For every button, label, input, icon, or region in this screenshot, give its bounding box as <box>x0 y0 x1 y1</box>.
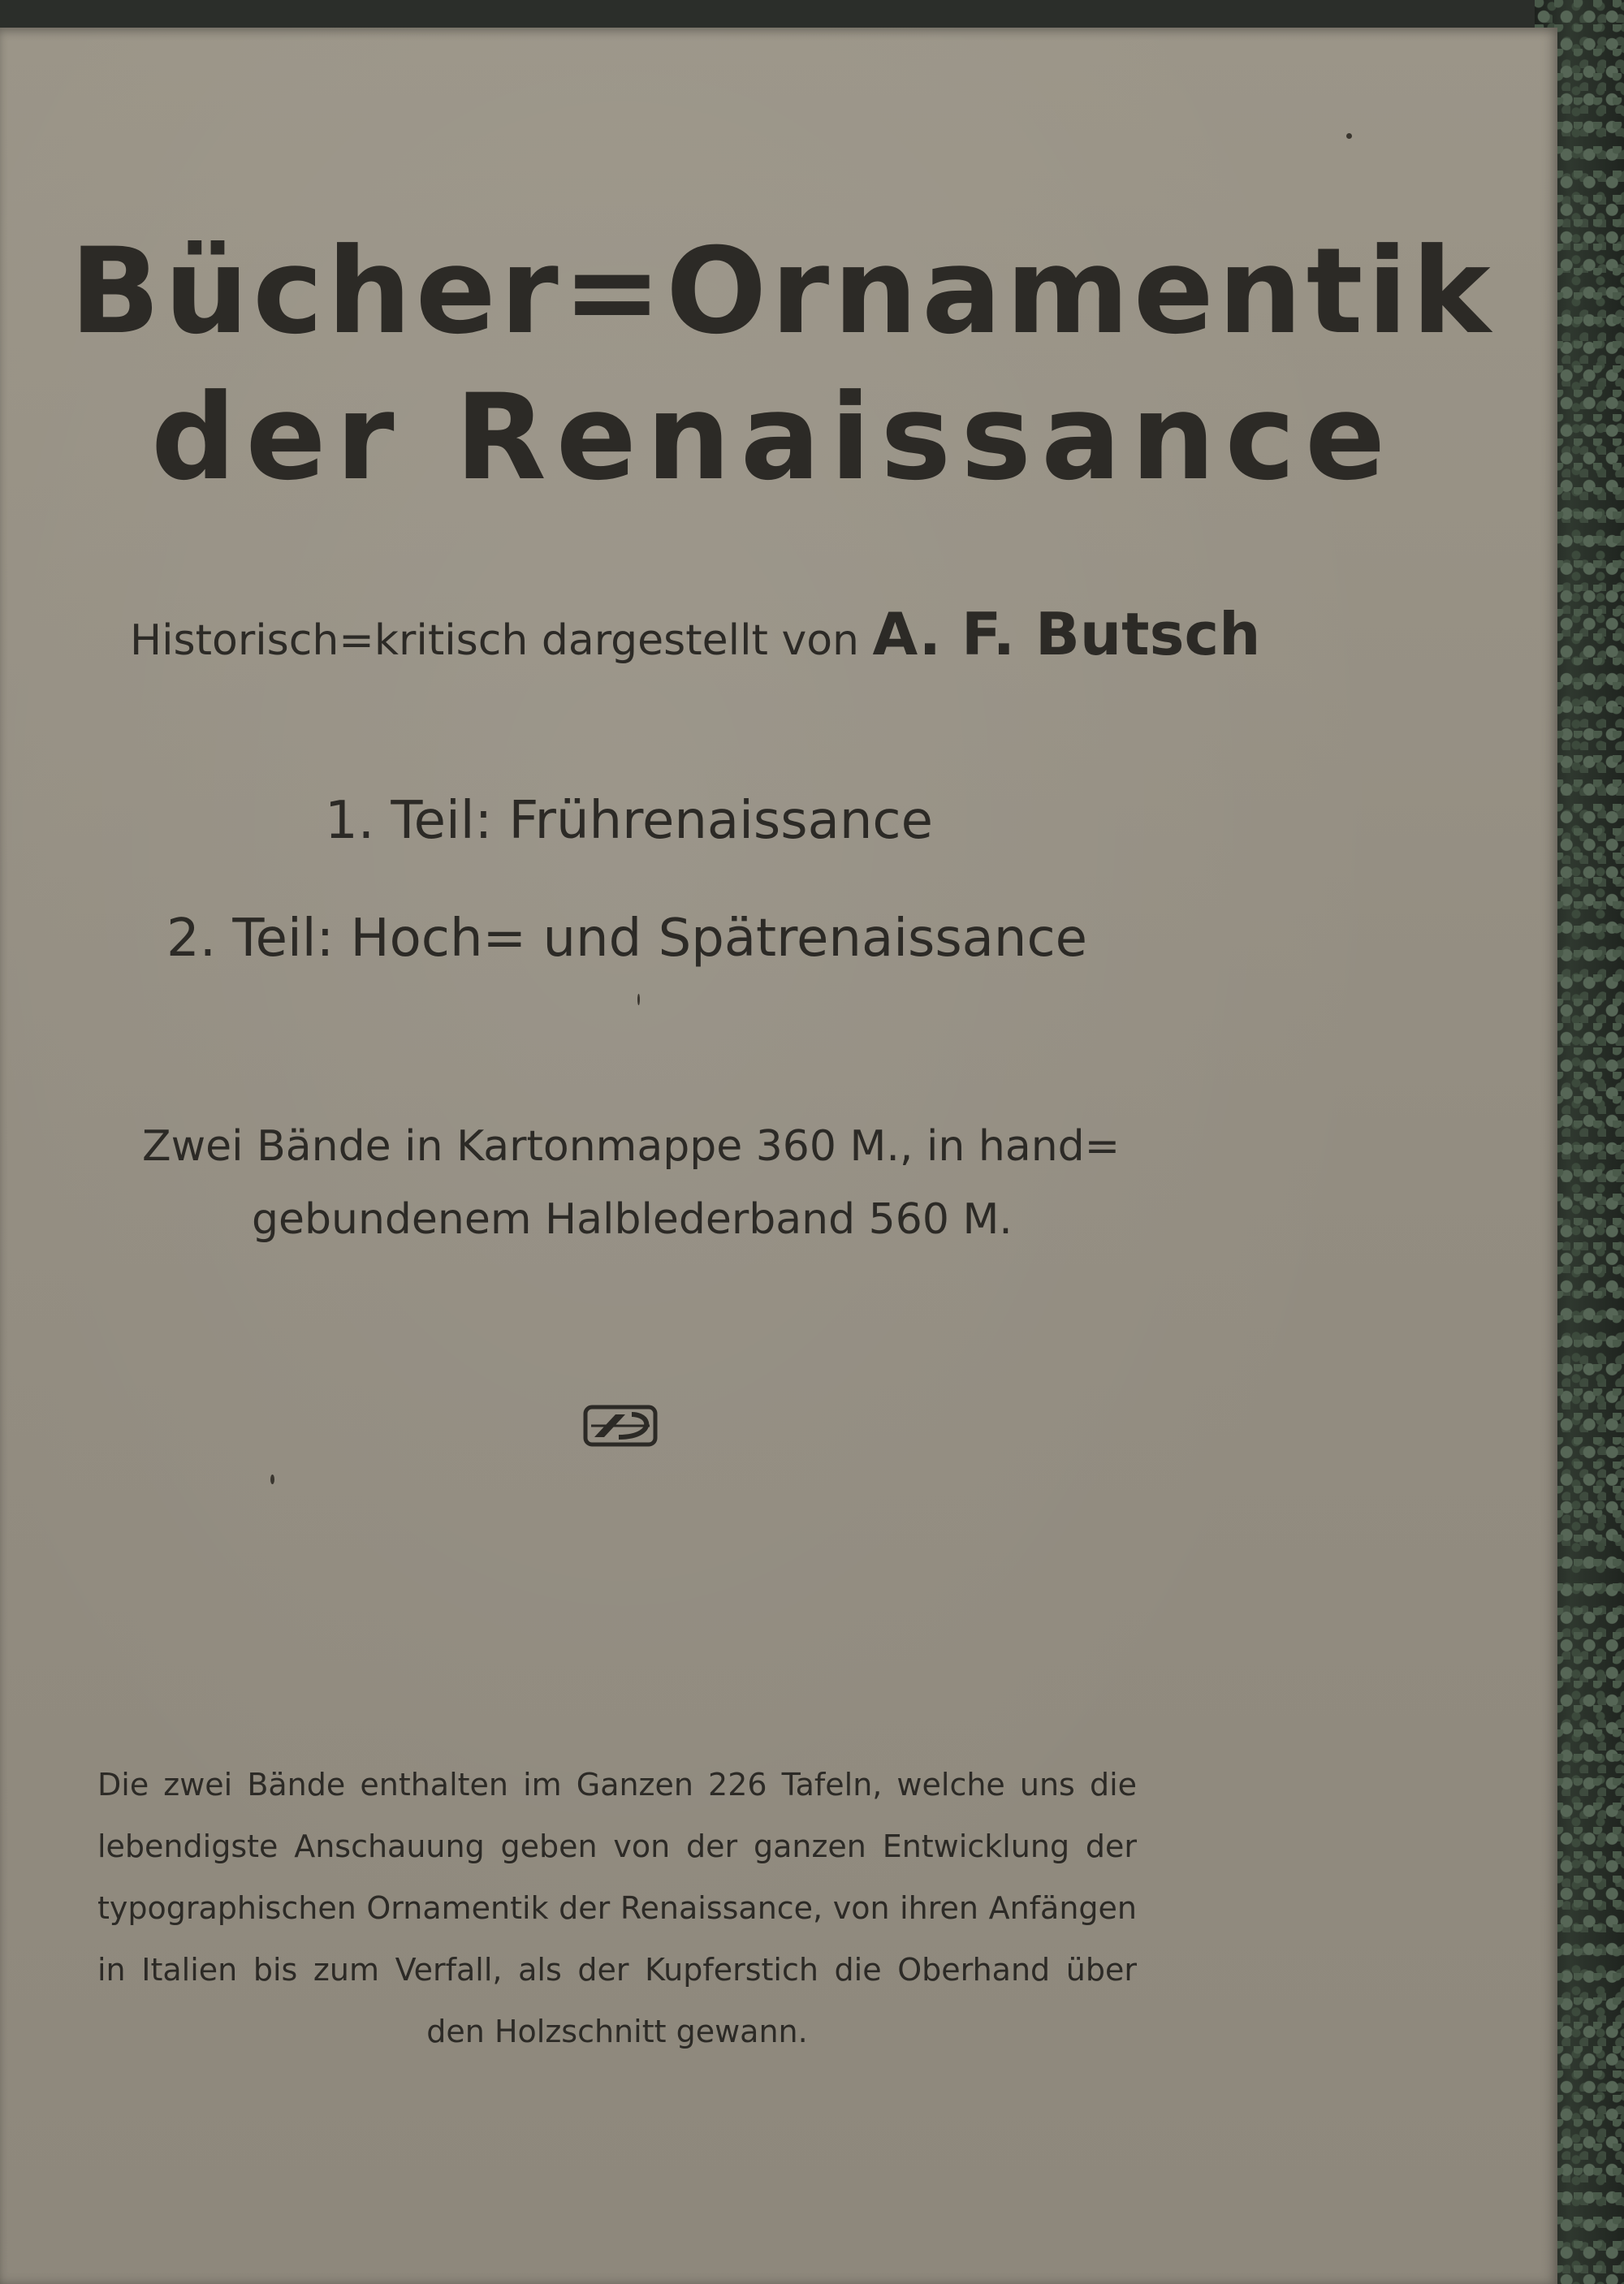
title-line-2: der Renaissance <box>151 369 1396 507</box>
title-line-1: Bücher=Ornamentik <box>70 222 1495 361</box>
publisher-monogram-icon <box>583 1405 658 1447</box>
price-line-2: gebundenem Halblederband 560 M. <box>252 1195 1013 1244</box>
byline <box>130 600 1260 668</box>
description-paragraph: Die zwei Bände enthalten im Ganzen 226 Tafeln, welche uns die lebendigste Anschauung geben von der ganzen Entwicklung der typographischen Ornamentik der Renaissance, von ihren Anfängen in Italien bis zum Verfall, als der Kupferstich die Oberhand über den Holzschnitt gewann. <box>97 1767 1137 2049</box>
price-line-1: Zwei Bände in Kartonmappe 360 M., in hand= <box>142 1122 1121 1171</box>
part-1-label: 1. Teil: Frührenaissance <box>325 791 933 851</box>
paper-speck <box>1346 133 1352 139</box>
part-2-label: 2. Teil: Hoch= und Spätrenaissance <box>166 909 1087 969</box>
book-page <box>0 28 1557 2284</box>
byline-prefix: Historisch=kritisch dargestellt von <box>130 616 859 665</box>
paper-speck <box>270 1474 274 1484</box>
paper-speck <box>637 994 640 1005</box>
author-name: A. F. Butsch <box>872 600 1261 668</box>
